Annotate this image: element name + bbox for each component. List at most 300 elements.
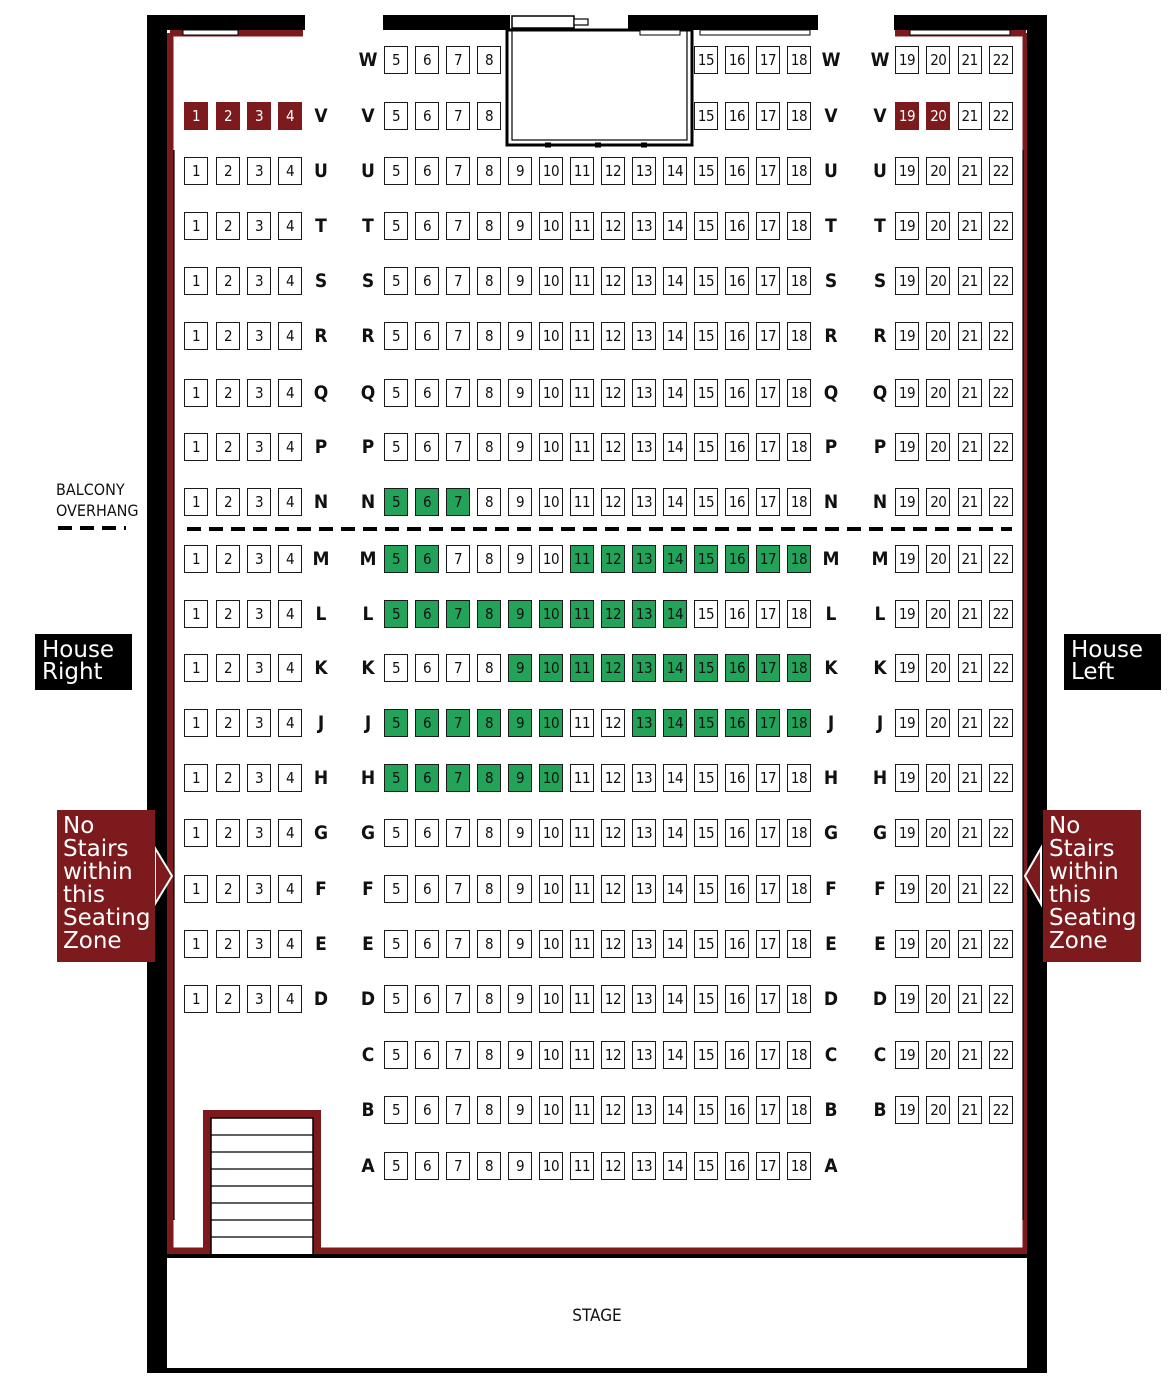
seat-G-17[interactable]: 17	[756, 819, 780, 847]
seat-N-5[interactable]: 5	[384, 488, 408, 516]
seat-P-8[interactable]: 8	[477, 433, 501, 461]
seat-M-4[interactable]: 4	[278, 545, 302, 573]
seat-A-13[interactable]: 13	[632, 1152, 656, 1180]
seat-T-9[interactable]: 9	[508, 212, 532, 240]
seat-Q-2[interactable]: 2	[216, 379, 240, 407]
seat-D-13[interactable]: 13	[632, 985, 656, 1013]
seat-M-6[interactable]: 6	[415, 545, 439, 573]
seat-G-11[interactable]: 11	[570, 819, 594, 847]
seat-M-21[interactable]: 21	[958, 545, 982, 573]
seat-T-13[interactable]: 13	[632, 212, 656, 240]
seat-J-2[interactable]: 2	[216, 709, 240, 737]
seat-Q-9[interactable]: 9	[508, 379, 532, 407]
seat-K-14[interactable]: 14	[663, 654, 687, 682]
seat-K-18[interactable]: 18	[787, 654, 811, 682]
seat-K-8[interactable]: 8	[477, 654, 501, 682]
seat-T-15[interactable]: 15	[694, 212, 718, 240]
seat-F-10[interactable]: 10	[539, 875, 563, 903]
seat-G-1[interactable]: 1	[184, 819, 208, 847]
seat-P-4[interactable]: 4	[278, 433, 302, 461]
seat-F-20[interactable]: 20	[926, 875, 950, 903]
seat-S-16[interactable]: 16	[725, 267, 749, 295]
seat-Q-6[interactable]: 6	[415, 379, 439, 407]
seat-V-8[interactable]: 8	[477, 102, 501, 130]
seat-B-7[interactable]: 7	[446, 1096, 470, 1124]
seat-N-18[interactable]: 18	[787, 488, 811, 516]
seat-K-6[interactable]: 6	[415, 654, 439, 682]
seat-P-18[interactable]: 18	[787, 433, 811, 461]
seat-M-10[interactable]: 10	[539, 545, 563, 573]
seat-E-15[interactable]: 15	[694, 930, 718, 958]
seat-Q-22[interactable]: 22	[989, 379, 1013, 407]
seat-D-3[interactable]: 3	[247, 985, 271, 1013]
seat-N-22[interactable]: 22	[989, 488, 1013, 516]
seat-G-5[interactable]: 5	[384, 819, 408, 847]
seat-D-20[interactable]: 20	[926, 985, 950, 1013]
seat-B-20[interactable]: 20	[926, 1096, 950, 1124]
seat-N-4[interactable]: 4	[278, 488, 302, 516]
seat-K-1[interactable]: 1	[184, 654, 208, 682]
seat-J-21[interactable]: 21	[958, 709, 982, 737]
seat-E-6[interactable]: 6	[415, 930, 439, 958]
seat-P-20[interactable]: 20	[926, 433, 950, 461]
seat-H-10[interactable]: 10	[539, 764, 563, 792]
seat-W-7[interactable]: 7	[446, 46, 470, 74]
seat-N-16[interactable]: 16	[725, 488, 749, 516]
seat-U-17[interactable]: 17	[756, 157, 780, 185]
seat-V-2[interactable]: 2	[216, 102, 240, 130]
seat-H-1[interactable]: 1	[184, 764, 208, 792]
seat-Q-16[interactable]: 16	[725, 379, 749, 407]
seat-Q-19[interactable]: 19	[895, 379, 919, 407]
seat-W-15[interactable]: 15	[694, 46, 718, 74]
seat-C-14[interactable]: 14	[663, 1041, 687, 1069]
seat-P-7[interactable]: 7	[446, 433, 470, 461]
seat-E-20[interactable]: 20	[926, 930, 950, 958]
seat-N-14[interactable]: 14	[663, 488, 687, 516]
seat-R-18[interactable]: 18	[787, 322, 811, 350]
seat-E-2[interactable]: 2	[216, 930, 240, 958]
seat-B-16[interactable]: 16	[725, 1096, 749, 1124]
seat-H-7[interactable]: 7	[446, 764, 470, 792]
seat-T-18[interactable]: 18	[787, 212, 811, 240]
seat-T-17[interactable]: 17	[756, 212, 780, 240]
seat-A-7[interactable]: 7	[446, 1152, 470, 1180]
seat-F-9[interactable]: 9	[508, 875, 532, 903]
seat-H-17[interactable]: 17	[756, 764, 780, 792]
seat-D-7[interactable]: 7	[446, 985, 470, 1013]
seat-S-1[interactable]: 1	[184, 267, 208, 295]
seat-L-7[interactable]: 7	[446, 600, 470, 628]
seat-K-7[interactable]: 7	[446, 654, 470, 682]
seat-M-13[interactable]: 13	[632, 545, 656, 573]
seat-U-7[interactable]: 7	[446, 157, 470, 185]
seat-L-10[interactable]: 10	[539, 600, 563, 628]
seat-Q-13[interactable]: 13	[632, 379, 656, 407]
seat-D-1[interactable]: 1	[184, 985, 208, 1013]
seat-H-15[interactable]: 15	[694, 764, 718, 792]
seat-J-11[interactable]: 11	[570, 709, 594, 737]
seat-H-21[interactable]: 21	[958, 764, 982, 792]
seat-U-1[interactable]: 1	[184, 157, 208, 185]
seat-L-17[interactable]: 17	[756, 600, 780, 628]
seat-E-1[interactable]: 1	[184, 930, 208, 958]
seat-W-17[interactable]: 17	[756, 46, 780, 74]
seat-H-14[interactable]: 14	[663, 764, 687, 792]
seat-C-20[interactable]: 20	[926, 1041, 950, 1069]
seat-U-15[interactable]: 15	[694, 157, 718, 185]
seat-H-2[interactable]: 2	[216, 764, 240, 792]
seat-A-14[interactable]: 14	[663, 1152, 687, 1180]
seat-F-15[interactable]: 15	[694, 875, 718, 903]
seat-R-7[interactable]: 7	[446, 322, 470, 350]
seat-T-14[interactable]: 14	[663, 212, 687, 240]
seat-J-9[interactable]: 9	[508, 709, 532, 737]
seat-Q-15[interactable]: 15	[694, 379, 718, 407]
seat-G-16[interactable]: 16	[725, 819, 749, 847]
seat-W-6[interactable]: 6	[415, 46, 439, 74]
seat-V-6[interactable]: 6	[415, 102, 439, 130]
seat-G-18[interactable]: 18	[787, 819, 811, 847]
seat-H-3[interactable]: 3	[247, 764, 271, 792]
seat-V-5[interactable]: 5	[384, 102, 408, 130]
seat-M-7[interactable]: 7	[446, 545, 470, 573]
seat-R-4[interactable]: 4	[278, 322, 302, 350]
seat-N-19[interactable]: 19	[895, 488, 919, 516]
seat-T-16[interactable]: 16	[725, 212, 749, 240]
seat-A-8[interactable]: 8	[477, 1152, 501, 1180]
seat-S-11[interactable]: 11	[570, 267, 594, 295]
seat-V-16[interactable]: 16	[725, 102, 749, 130]
seat-A-9[interactable]: 9	[508, 1152, 532, 1180]
seat-H-22[interactable]: 22	[989, 764, 1013, 792]
seat-B-13[interactable]: 13	[632, 1096, 656, 1124]
seat-P-6[interactable]: 6	[415, 433, 439, 461]
seat-G-8[interactable]: 8	[477, 819, 501, 847]
seat-U-18[interactable]: 18	[787, 157, 811, 185]
seat-M-14[interactable]: 14	[663, 545, 687, 573]
seat-L-22[interactable]: 22	[989, 600, 1013, 628]
seat-F-18[interactable]: 18	[787, 875, 811, 903]
seat-S-3[interactable]: 3	[247, 267, 271, 295]
seat-M-19[interactable]: 19	[895, 545, 919, 573]
seat-P-3[interactable]: 3	[247, 433, 271, 461]
seat-J-8[interactable]: 8	[477, 709, 501, 737]
seat-N-3[interactable]: 3	[247, 488, 271, 516]
seat-Q-7[interactable]: 7	[446, 379, 470, 407]
seat-G-21[interactable]: 21	[958, 819, 982, 847]
seat-R-8[interactable]: 8	[477, 322, 501, 350]
seat-C-17[interactable]: 17	[756, 1041, 780, 1069]
seat-F-19[interactable]: 19	[895, 875, 919, 903]
seat-Q-11[interactable]: 11	[570, 379, 594, 407]
seat-U-19[interactable]: 19	[895, 157, 919, 185]
seat-H-9[interactable]: 9	[508, 764, 532, 792]
seat-L-18[interactable]: 18	[787, 600, 811, 628]
seat-W-22[interactable]: 22	[989, 46, 1013, 74]
seat-G-22[interactable]: 22	[989, 819, 1013, 847]
seat-V-17[interactable]: 17	[756, 102, 780, 130]
seat-C-6[interactable]: 6	[415, 1041, 439, 1069]
seat-A-5[interactable]: 5	[384, 1152, 408, 1180]
seat-B-12[interactable]: 12	[601, 1096, 625, 1124]
seat-Q-17[interactable]: 17	[756, 379, 780, 407]
seat-R-11[interactable]: 11	[570, 322, 594, 350]
seat-E-18[interactable]: 18	[787, 930, 811, 958]
seat-D-15[interactable]: 15	[694, 985, 718, 1013]
seat-E-3[interactable]: 3	[247, 930, 271, 958]
seat-U-9[interactable]: 9	[508, 157, 532, 185]
seat-T-1[interactable]: 1	[184, 212, 208, 240]
seat-F-5[interactable]: 5	[384, 875, 408, 903]
seat-L-4[interactable]: 4	[278, 600, 302, 628]
seat-K-17[interactable]: 17	[756, 654, 780, 682]
seat-T-21[interactable]: 21	[958, 212, 982, 240]
seat-C-10[interactable]: 10	[539, 1041, 563, 1069]
seat-J-13[interactable]: 13	[632, 709, 656, 737]
seat-L-11[interactable]: 11	[570, 600, 594, 628]
seat-P-5[interactable]: 5	[384, 433, 408, 461]
seat-R-1[interactable]: 1	[184, 322, 208, 350]
seat-P-16[interactable]: 16	[725, 433, 749, 461]
seat-M-9[interactable]: 9	[508, 545, 532, 573]
seat-U-22[interactable]: 22	[989, 157, 1013, 185]
seat-M-18[interactable]: 18	[787, 545, 811, 573]
seat-F-16[interactable]: 16	[725, 875, 749, 903]
seat-N-6[interactable]: 6	[415, 488, 439, 516]
seat-H-20[interactable]: 20	[926, 764, 950, 792]
seat-W-18[interactable]: 18	[787, 46, 811, 74]
seat-D-21[interactable]: 21	[958, 985, 982, 1013]
seat-R-5[interactable]: 5	[384, 322, 408, 350]
seat-S-20[interactable]: 20	[926, 267, 950, 295]
seat-U-16[interactable]: 16	[725, 157, 749, 185]
seat-C-21[interactable]: 21	[958, 1041, 982, 1069]
seat-Q-14[interactable]: 14	[663, 379, 687, 407]
seat-P-10[interactable]: 10	[539, 433, 563, 461]
seat-E-9[interactable]: 9	[508, 930, 532, 958]
seat-C-18[interactable]: 18	[787, 1041, 811, 1069]
seat-C-19[interactable]: 19	[895, 1041, 919, 1069]
seat-L-16[interactable]: 16	[725, 600, 749, 628]
seat-R-9[interactable]: 9	[508, 322, 532, 350]
seat-C-12[interactable]: 12	[601, 1041, 625, 1069]
seat-M-3[interactable]: 3	[247, 545, 271, 573]
seat-J-6[interactable]: 6	[415, 709, 439, 737]
seat-F-22[interactable]: 22	[989, 875, 1013, 903]
seat-N-17[interactable]: 17	[756, 488, 780, 516]
seat-P-15[interactable]: 15	[694, 433, 718, 461]
seat-C-13[interactable]: 13	[632, 1041, 656, 1069]
seat-G-13[interactable]: 13	[632, 819, 656, 847]
seat-M-2[interactable]: 2	[216, 545, 240, 573]
seat-L-21[interactable]: 21	[958, 600, 982, 628]
seat-Q-20[interactable]: 20	[926, 379, 950, 407]
seat-J-10[interactable]: 10	[539, 709, 563, 737]
seat-R-6[interactable]: 6	[415, 322, 439, 350]
seat-T-10[interactable]: 10	[539, 212, 563, 240]
seat-V-3[interactable]: 3	[247, 102, 271, 130]
seat-V-18[interactable]: 18	[787, 102, 811, 130]
seat-R-2[interactable]: 2	[216, 322, 240, 350]
seat-K-16[interactable]: 16	[725, 654, 749, 682]
seat-G-6[interactable]: 6	[415, 819, 439, 847]
seat-K-20[interactable]: 20	[926, 654, 950, 682]
seat-E-21[interactable]: 21	[958, 930, 982, 958]
seat-P-1[interactable]: 1	[184, 433, 208, 461]
seat-A-10[interactable]: 10	[539, 1152, 563, 1180]
seat-T-5[interactable]: 5	[384, 212, 408, 240]
seat-D-8[interactable]: 8	[477, 985, 501, 1013]
seat-E-11[interactable]: 11	[570, 930, 594, 958]
seat-P-21[interactable]: 21	[958, 433, 982, 461]
seat-M-15[interactable]: 15	[694, 545, 718, 573]
seat-R-22[interactable]: 22	[989, 322, 1013, 350]
seat-T-12[interactable]: 12	[601, 212, 625, 240]
seat-V-22[interactable]: 22	[989, 102, 1013, 130]
seat-N-12[interactable]: 12	[601, 488, 625, 516]
seat-B-18[interactable]: 18	[787, 1096, 811, 1124]
seat-D-19[interactable]: 19	[895, 985, 919, 1013]
seat-F-4[interactable]: 4	[278, 875, 302, 903]
seat-Q-8[interactable]: 8	[477, 379, 501, 407]
seat-T-6[interactable]: 6	[415, 212, 439, 240]
seat-S-14[interactable]: 14	[663, 267, 687, 295]
seat-G-19[interactable]: 19	[895, 819, 919, 847]
seat-S-19[interactable]: 19	[895, 267, 919, 295]
seat-N-10[interactable]: 10	[539, 488, 563, 516]
seat-N-7[interactable]: 7	[446, 488, 470, 516]
seat-R-16[interactable]: 16	[725, 322, 749, 350]
seat-U-4[interactable]: 4	[278, 157, 302, 185]
seat-L-19[interactable]: 19	[895, 600, 919, 628]
seat-U-2[interactable]: 2	[216, 157, 240, 185]
seat-L-9[interactable]: 9	[508, 600, 532, 628]
seat-K-9[interactable]: 9	[508, 654, 532, 682]
seat-V-20[interactable]: 20	[926, 102, 950, 130]
seat-U-14[interactable]: 14	[663, 157, 687, 185]
seat-M-22[interactable]: 22	[989, 545, 1013, 573]
seat-L-3[interactable]: 3	[247, 600, 271, 628]
seat-M-20[interactable]: 20	[926, 545, 950, 573]
seat-D-18[interactable]: 18	[787, 985, 811, 1013]
seat-A-17[interactable]: 17	[756, 1152, 780, 1180]
seat-L-13[interactable]: 13	[632, 600, 656, 628]
seat-K-10[interactable]: 10	[539, 654, 563, 682]
seat-K-19[interactable]: 19	[895, 654, 919, 682]
seat-E-14[interactable]: 14	[663, 930, 687, 958]
seat-W-20[interactable]: 20	[926, 46, 950, 74]
seat-A-16[interactable]: 16	[725, 1152, 749, 1180]
seat-H-5[interactable]: 5	[384, 764, 408, 792]
seat-D-10[interactable]: 10	[539, 985, 563, 1013]
seat-T-3[interactable]: 3	[247, 212, 271, 240]
seat-B-10[interactable]: 10	[539, 1096, 563, 1124]
seat-T-11[interactable]: 11	[570, 212, 594, 240]
seat-C-8[interactable]: 8	[477, 1041, 501, 1069]
seat-A-15[interactable]: 15	[694, 1152, 718, 1180]
seat-U-8[interactable]: 8	[477, 157, 501, 185]
seat-F-2[interactable]: 2	[216, 875, 240, 903]
seat-B-22[interactable]: 22	[989, 1096, 1013, 1124]
seat-D-5[interactable]: 5	[384, 985, 408, 1013]
seat-D-22[interactable]: 22	[989, 985, 1013, 1013]
seat-V-15[interactable]: 15	[694, 102, 718, 130]
seat-G-4[interactable]: 4	[278, 819, 302, 847]
seat-K-13[interactable]: 13	[632, 654, 656, 682]
seat-F-21[interactable]: 21	[958, 875, 982, 903]
seat-W-5[interactable]: 5	[384, 46, 408, 74]
seat-U-21[interactable]: 21	[958, 157, 982, 185]
seat-U-11[interactable]: 11	[570, 157, 594, 185]
seat-A-11[interactable]: 11	[570, 1152, 594, 1180]
seat-F-13[interactable]: 13	[632, 875, 656, 903]
seat-L-20[interactable]: 20	[926, 600, 950, 628]
seat-K-11[interactable]: 11	[570, 654, 594, 682]
seat-W-21[interactable]: 21	[958, 46, 982, 74]
seat-C-15[interactable]: 15	[694, 1041, 718, 1069]
seat-J-3[interactable]: 3	[247, 709, 271, 737]
seat-M-5[interactable]: 5	[384, 545, 408, 573]
seat-T-20[interactable]: 20	[926, 212, 950, 240]
seat-G-10[interactable]: 10	[539, 819, 563, 847]
seat-E-8[interactable]: 8	[477, 930, 501, 958]
seat-T-19[interactable]: 19	[895, 212, 919, 240]
seat-R-14[interactable]: 14	[663, 322, 687, 350]
seat-V-19[interactable]: 19	[895, 102, 919, 130]
seat-P-11[interactable]: 11	[570, 433, 594, 461]
seat-H-12[interactable]: 12	[601, 764, 625, 792]
seat-T-7[interactable]: 7	[446, 212, 470, 240]
seat-N-21[interactable]: 21	[958, 488, 982, 516]
seat-S-5[interactable]: 5	[384, 267, 408, 295]
seat-D-9[interactable]: 9	[508, 985, 532, 1013]
seat-L-15[interactable]: 15	[694, 600, 718, 628]
seat-S-13[interactable]: 13	[632, 267, 656, 295]
seat-P-14[interactable]: 14	[663, 433, 687, 461]
seat-B-19[interactable]: 19	[895, 1096, 919, 1124]
seat-F-7[interactable]: 7	[446, 875, 470, 903]
seat-Q-1[interactable]: 1	[184, 379, 208, 407]
seat-J-16[interactable]: 16	[725, 709, 749, 737]
seat-F-3[interactable]: 3	[247, 875, 271, 903]
seat-R-3[interactable]: 3	[247, 322, 271, 350]
seat-J-7[interactable]: 7	[446, 709, 470, 737]
seat-B-17[interactable]: 17	[756, 1096, 780, 1124]
seat-J-4[interactable]: 4	[278, 709, 302, 737]
seat-F-12[interactable]: 12	[601, 875, 625, 903]
seat-M-8[interactable]: 8	[477, 545, 501, 573]
seat-J-14[interactable]: 14	[663, 709, 687, 737]
seat-W-19[interactable]: 19	[895, 46, 919, 74]
seat-R-15[interactable]: 15	[694, 322, 718, 350]
seat-P-12[interactable]: 12	[601, 433, 625, 461]
seat-N-13[interactable]: 13	[632, 488, 656, 516]
seat-L-14[interactable]: 14	[663, 600, 687, 628]
seat-L-6[interactable]: 6	[415, 600, 439, 628]
seat-W-16[interactable]: 16	[725, 46, 749, 74]
seat-E-17[interactable]: 17	[756, 930, 780, 958]
seat-D-2[interactable]: 2	[216, 985, 240, 1013]
seat-D-11[interactable]: 11	[570, 985, 594, 1013]
seat-D-6[interactable]: 6	[415, 985, 439, 1013]
seat-J-19[interactable]: 19	[895, 709, 919, 737]
seat-E-22[interactable]: 22	[989, 930, 1013, 958]
seat-S-10[interactable]: 10	[539, 267, 563, 295]
seat-P-22[interactable]: 22	[989, 433, 1013, 461]
seat-C-11[interactable]: 11	[570, 1041, 594, 1069]
seat-S-17[interactable]: 17	[756, 267, 780, 295]
